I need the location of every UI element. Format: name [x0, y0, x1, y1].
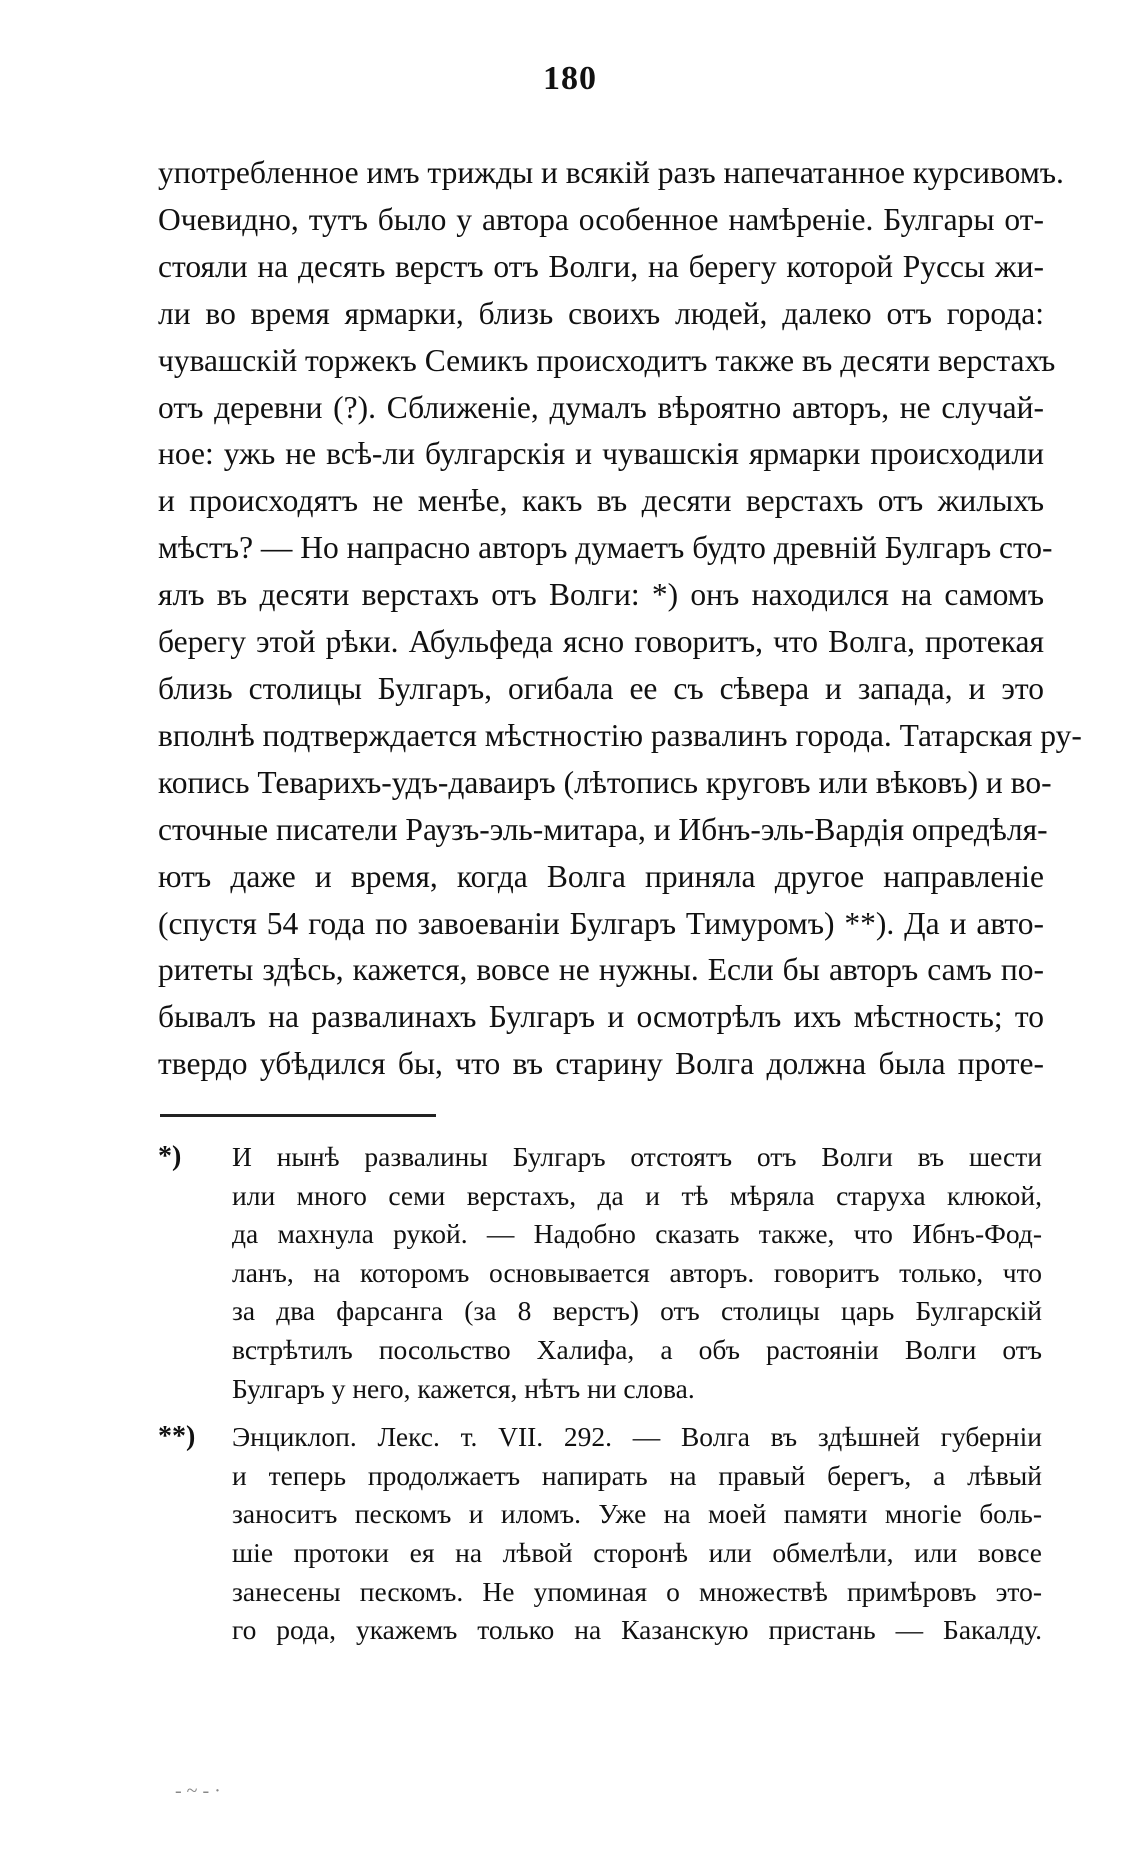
- text-line: (спустя 54 года по завоеваніи Булгаръ Тимуромъ) **). Да и авто-: [158, 905, 1044, 941]
- text-line: ялъ въ десяти верстахъ отъ Волги: *) онъ находился на самомъ: [158, 577, 1044, 613]
- text-line: употребленное имъ трижды и всякій разъ напечатанное курсивомъ.: [158, 155, 1064, 190]
- footnote-line: за два фарсанга (за 8 верстъ) отъ столицы царь Булгарскій: [232, 1295, 1042, 1327]
- text-line: отъ деревни (?). Сближеніе, думалъ вѣроятно авторъ, не случай-: [158, 389, 1044, 425]
- text-line: ютъ даже и время, когда Волга приняла другое направленіе: [158, 858, 1044, 894]
- text-line: сточные писатели Раузъ-эль-митара, и Ибнъ-эль-Вардія опредѣля-: [158, 811, 1048, 847]
- footnote-line: го рода, укажемъ только на Казанскую пристань — Бакалду.: [232, 1614, 1042, 1646]
- page-number: 180: [543, 60, 597, 97]
- text-line: ли во время ярмарки, близь своихъ людей, далеко отъ города:: [158, 295, 1044, 331]
- text-line: берегу этой рѣки. Абульфеда ясно говоритъ, что Волга, протекая: [158, 624, 1044, 660]
- text-line: твердо убѣдился бы, что въ старину Волга должна была проте-: [158, 1046, 1044, 1082]
- footnote-line: И нынѣ развалины Булгаръ отстоятъ отъ Волги въ шести: [232, 1141, 1042, 1172]
- footnote-line: занесены пескомъ. Не упоминая о множествѣ примѣровъ это-: [232, 1575, 1042, 1607]
- text-line: близь столицы Булгаръ, огибала ее съ сѣвера и запада, и это: [158, 670, 1044, 706]
- main-text-block: [158, 150, 1082, 1088]
- footnote-line: Булгаръ у него, кажется, нѣтъ ни слова.: [232, 1372, 695, 1404]
- text-line: копись Теварихъ-удъ-даваиръ (лѣтопись круговъ или вѣковъ) и во-: [158, 764, 1052, 800]
- footnote-line: шіе протоки ея на лѣвой сторонѣ или обмелѣли, или вовсе: [232, 1536, 1042, 1568]
- footnote-line: Энциклоп. Лекс. т. VII. 292. — Волга въ здѣшней губерніи: [232, 1421, 1042, 1453]
- text-line: и происходятъ не менѣе, какъ въ десяти верстахъ отъ жилыхъ: [158, 483, 1044, 519]
- footnote-line: и теперь продолжаетъ напирать на правый берегъ, а лѣвый: [232, 1459, 1042, 1491]
- text-line: ритеты здѣсь, кажется, вовсе не нужны. Если бы авторъ самъ по-: [158, 952, 1044, 988]
- text-line: бывалъ на развалинахъ Булгаръ и осмотрѣлъ ихъ мѣстность; то: [158, 999, 1044, 1035]
- text-line: мѣстъ? — Но напрасно авторъ думаетъ будто древній Булгаръ сто-: [158, 530, 1053, 566]
- footnote-separator-rule: [160, 1114, 436, 1117]
- footnote-line: встрѣтилъ посольство Халифа, а объ растояніи Волги отъ: [232, 1333, 1042, 1365]
- footnote-line: заноситъ пескомъ и иломъ. Уже на моей памяти многіе боль-: [232, 1498, 1042, 1530]
- footnote-1: [158, 1138, 1044, 1408]
- footnote-line: да махнула рукой. — Надобно сказать также, что Ибнъ-Фод-: [232, 1218, 1042, 1250]
- text-line: стояли на десять верстъ отъ Волги, на берегу которой Руссы жи-: [158, 248, 1044, 284]
- footnote-marker: **): [158, 1421, 196, 1453]
- text-line: вполнѣ подтверждается мѣстностію развалинъ города. Татарская ру-: [158, 717, 1082, 753]
- footnote-2: [158, 1418, 1044, 1650]
- footnotes-block: [158, 1138, 1044, 1660]
- footnote-line: ланъ, на которомъ основывается авторъ. говоритъ только, что: [232, 1256, 1042, 1288]
- footnote-text: [232, 1138, 1042, 1408]
- text-line: чувашскій торжекъ Семикъ происходитъ также въ десяти верстахъ: [158, 342, 1056, 378]
- footnote-text: [232, 1418, 1042, 1650]
- footnote-line: или много семи верстахъ, да и тѣ мѣряла старуха клюкой,: [232, 1179, 1042, 1211]
- text-line: ное: ужь не всѣ-ли булгарскія и чувашскія ярмарки происходили: [158, 436, 1044, 472]
- footnote-marker: *): [158, 1141, 182, 1172]
- paper-speck-marks: - ~ - ·: [175, 1780, 221, 1802]
- text-line: Очевидно, тутъ было у автора особенное намѣреніе. Булгары от-: [158, 201, 1044, 237]
